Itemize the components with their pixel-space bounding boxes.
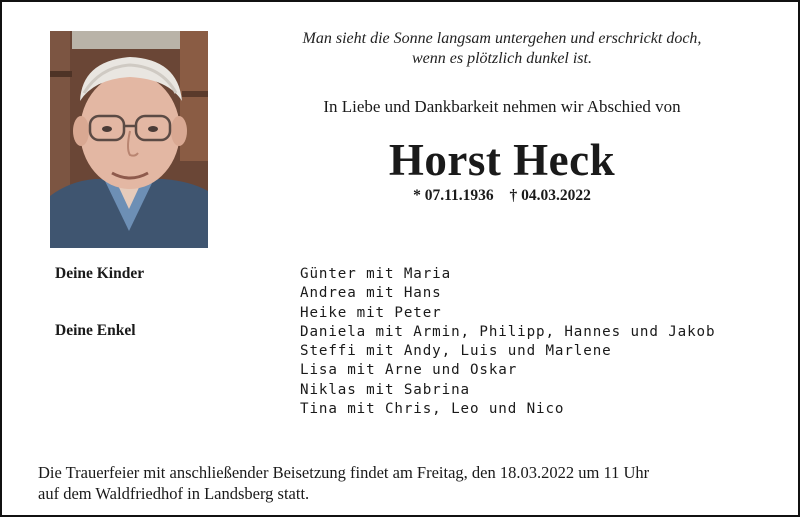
funeral-info-line-2: auf dem Waldfriedhof in Landsberg statt. <box>38 484 310 503</box>
quote <box>252 29 752 69</box>
funeral-info-line-1: Die Trauerfeier mit anschließender Beisetzung findet am Freitag, den 18.03.2022 um 11 Uhr <box>38 463 650 482</box>
portrait-photo <box>50 31 208 248</box>
deceased-name: Horst Heck <box>388 135 616 185</box>
children-label: Deine Kinder <box>55 265 145 282</box>
family-entry: Steffi mit Andy, Luis und Marlene <box>300 343 612 360</box>
death-date: † 04.03.2022 <box>509 187 591 204</box>
family-entry: Niklas mit Sabrina <box>300 381 470 398</box>
family-list <box>300 265 715 419</box>
funeral-info <box>38 462 778 504</box>
grandchildren-label: Deine Enkel <box>55 322 136 339</box>
family-entry: Daniela mit Armin, Philipp, Hannes und Jakob <box>300 323 716 340</box>
intro-text: In Liebe und Dankbarkeit nehmen wir Abschied von <box>323 97 681 116</box>
quote-line-2: wenn es plötzlich dunkel ist. <box>412 50 592 67</box>
family-entry: Heike mit Peter <box>300 304 442 321</box>
family-entry: Andrea mit Hans <box>300 285 442 302</box>
family-entry: Günter mit Maria <box>300 266 452 282</box>
birth-date: * 07.11.1936 <box>413 187 494 204</box>
life-dates <box>252 187 752 205</box>
family-entry: Lisa mit Arne und Oskar <box>300 362 518 379</box>
quote-line-1: Man sieht die Sonne langsam untergehen und erschrickt doch, <box>302 30 702 47</box>
family-entry: Tina mit Chris, Leo und Nico <box>300 401 565 418</box>
